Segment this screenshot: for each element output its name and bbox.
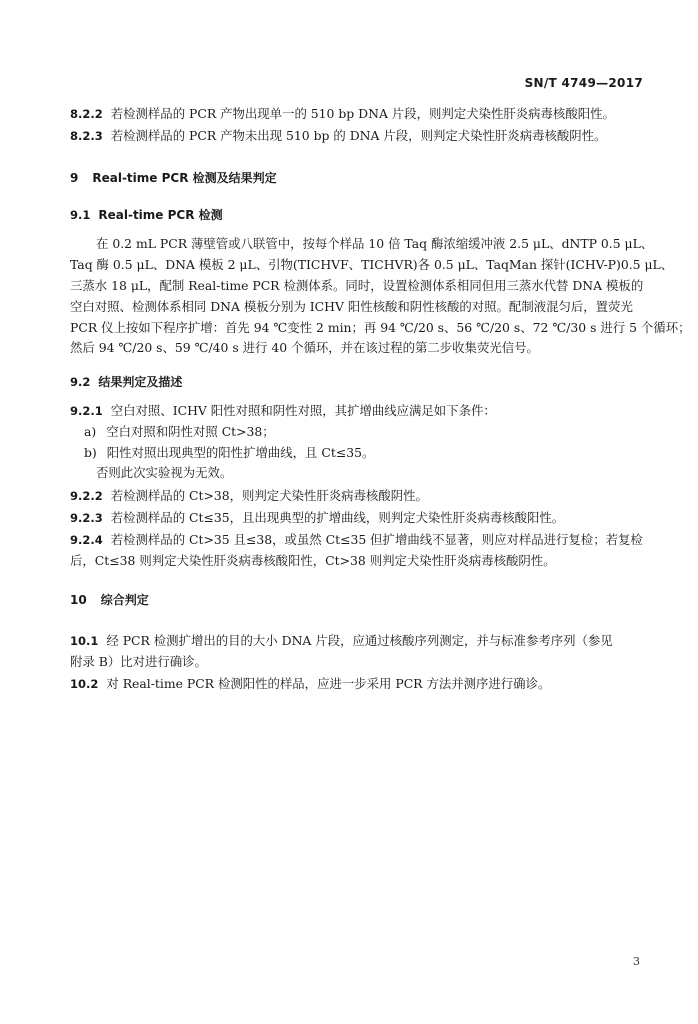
paragraph-line: PCR 仪上按如下程序扩增：首先 94 ℃变性 2 min；再 94 ℃/20 s、56 ℃/20 s、72 ℃/30 s 进行 5 个循环； [70,320,691,335]
list-item-b [84,445,374,461]
clause-text: 若检测样品的 Ct>38，则判定犬染性肝炎病毒核酸阴性。 [110,488,428,503]
section-number: 9.2 [70,375,91,389]
list-text: 空白对照和阴性对照 Ct>38； [106,424,275,439]
paragraph-line: 后，Ct≤38 则判定犬染性肝炎病毒核酸阳性，Ct>38 则判定犬染性肝炎病毒核酸阴性。 [70,553,556,568]
clause-text: 若检测样品的 PCR 产物出现单一的 510 bp DNA 片段，则判定犬染性肝炎病毒核酸阳性。 [110,106,615,121]
clause-number: 9.2.3 [70,511,103,525]
clause-number: 10.2 [70,677,99,691]
paragraph-line: 然后 94 ℃/20 s、59 ℃/40 s 进行 40 个循环，并在该过程的第二步收集荧光信号。 [70,340,539,355]
clause-number: 9.2.1 [70,404,103,418]
standard-code: SN/T 4749—2017 [524,76,643,90]
clause-text: 空白对照、ICHV 阳性对照和阴性对照，其扩增曲线应满足如下条件： [110,403,496,418]
clause-number: 8.2.3 [70,129,103,143]
clause-number: 9.2.2 [70,489,103,503]
section-9-2-heading [70,374,182,390]
section-title: Real-time PCR 检测 [98,208,223,222]
paragraph-line: Taq 酶 0.5 μL、DNA 模板 2 μL、引物(TICHVF、TICHVR)各 0.5 μL、TaqMan 探针(ICHV-P)0.5 μL、 [70,257,674,272]
clause-8-2-2 [70,106,615,122]
list-item-a [84,424,275,440]
list-marker: a) [84,424,97,439]
clause-number: 9.2.4 [70,533,103,547]
section-title: 结果判定及描述 [98,375,183,389]
section-9-heading [70,170,277,186]
clause-8-2-3 [70,128,606,144]
paragraph-line: 空白对照、检测体系相同 DNA 模板分别为 ICHV 阳性核酸和阴性核酸的对照。配制液混匀后，置荧光 [70,299,633,314]
clause-text: 若检测样品的 Ct>35 且≤38，或虽然 Ct≤35 但扩增曲线不显著，则应对样品进行复检；若复检 [110,532,643,547]
list-marker: b) [84,445,97,460]
clause-text: 对 Real-time PCR 检测阳性的样品，应进一步采用 PCR 方法并测序进行确诊。 [106,676,551,691]
page-number: 3 [633,955,640,968]
paragraph-line: 在 0.2 mL PCR 薄壁管或八联管中，按每个样品 10 倍 Taq 酶浓缩缓冲液 2.5 μL、dNTP 0.5 μL、 [96,236,654,251]
paragraph-line: 否则此次实验视为无效。 [96,465,233,480]
section-number: 9.1 [70,208,91,222]
clause-text: 若检测样品的 Ct≤35，且出现典型的扩增曲线，则判定犬染性肝炎病毒核酸阳性。 [110,510,565,525]
clause-text: 经 PCR 检测扩增出的目的大小 DNA 片段，应通过核酸序列测定，并与标准参考序列（参见 [106,633,613,648]
clause-9-2-1 [70,403,496,419]
clause-text: 若检测样品的 PCR 产物未出现 510 bp 的 DNA 片段，则判定犬染性肝炎病毒核酸阴性。 [110,128,607,143]
clause-9-2-3 [70,510,564,526]
section-number: 9 [70,171,79,185]
section-10-heading [70,592,149,608]
section-9-1-heading [70,207,223,223]
section-title: Real-time PCR 检测及结果判定 [92,171,277,185]
section-title: 综合判定 [100,593,149,607]
clause-10-1 [70,633,613,649]
paragraph-line: 三蒸水 18 μL，配制 Real-time PCR 检测体系。同时，设置检测体系相同但用三蒸水代替 DNA 模板的 [70,278,644,293]
clause-9-2-4 [70,532,643,548]
paragraph-line: 附录 B）比对进行确诊。 [70,654,207,669]
clause-9-2-2 [70,488,428,504]
clause-10-2 [70,676,550,692]
clause-number: 8.2.2 [70,107,103,121]
list-text: 阳性对照出现典型的阳性扩增曲线，且 Ct≤35。 [106,445,375,460]
section-number: 10 [70,593,87,607]
clause-number: 10.1 [70,634,99,648]
